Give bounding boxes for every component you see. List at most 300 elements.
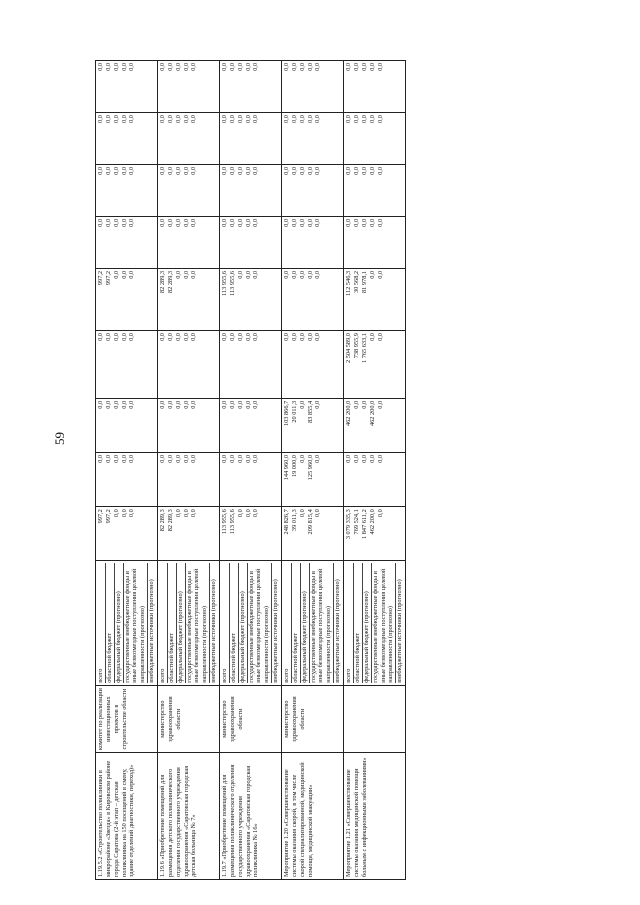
amount: 0,0 (166, 218, 174, 227)
amount: 0,0 (236, 333, 244, 341)
value-cell (220, 268, 282, 330)
value-cell (158, 507, 220, 561)
amount: 0,0 (97, 333, 104, 341)
value-cell (282, 113, 344, 165)
amount: 0,0 (376, 167, 384, 175)
funding-source: всего (221, 563, 230, 682)
amount: 0,0 (252, 115, 260, 123)
amount: 0,0 (120, 63, 128, 71)
amount: 0,0 (298, 218, 306, 227)
executor: министерство здравоохранения области (282, 685, 344, 753)
amount: 0,0 (298, 400, 306, 409)
amount: 0,0 (228, 63, 236, 71)
amount: 0,0 (182, 167, 190, 175)
amount: 0,0 (104, 218, 112, 227)
amount: 2 504 589,0 (345, 333, 353, 363)
value-cell (344, 507, 406, 561)
amount: 0,0 (314, 218, 322, 227)
rotated-budget-table (95, 60, 600, 880)
amount: 0,0 (112, 63, 120, 71)
table-row (158, 61, 220, 880)
funding-sources (96, 561, 158, 685)
value-cell (158, 331, 220, 399)
amount: 0,0 (376, 115, 384, 123)
funding-source: областной бюджет (168, 563, 177, 682)
amount: 0,0 (174, 509, 182, 518)
value-cell (158, 61, 220, 113)
funding-source: внебюджетные источники (прогнозно) (272, 579, 280, 683)
amount: 0,0 (182, 400, 190, 409)
funding-source: всего (345, 563, 354, 682)
amount: 0,0 (236, 455, 244, 463)
amount: 0,0 (352, 455, 360, 463)
amount: 0,0 (368, 455, 376, 463)
value-cell (344, 61, 406, 113)
amount: 0,0 (97, 218, 104, 227)
activity-name: 1.19.7 «Приобретение помещений для размещения поликлинического отделения государственного учреждения здравоохранения «Саратовская городская поликлиника № 16» (220, 753, 282, 880)
value-cell (344, 398, 406, 452)
amount: 0,0 (298, 270, 306, 279)
amount: 0,0 (228, 167, 236, 175)
amount: 0,0 (345, 115, 353, 123)
amount: 0,0 (97, 115, 104, 123)
activity-name: Мероприятие 1.21 «Совершенствование системы оказания медицинской помощи больным с инфекционными заболеваниями» (344, 753, 406, 880)
amount: 0,0 (314, 63, 322, 71)
amount: 0,0 (244, 270, 252, 279)
amount: 112 546,3 (345, 270, 353, 296)
amount: 0,0 (166, 63, 174, 71)
amount: 0,0 (97, 400, 104, 409)
amount: 0,0 (314, 333, 322, 341)
amount: 462 200,0 (368, 400, 376, 426)
amount: 0,0 (97, 167, 104, 175)
amount: 0,0 (182, 115, 190, 123)
amount: 209 815,4 (306, 509, 314, 535)
amount: 0,0 (128, 509, 136, 518)
amount: 0,0 (190, 400, 198, 409)
amount: 0,0 (190, 333, 198, 341)
amount: 0,0 (112, 455, 120, 463)
amount: 0,0 (112, 509, 120, 518)
value-cell (96, 453, 158, 507)
value-cell (220, 398, 282, 452)
funding-source: внебюджетные источники (прогнозно) (334, 579, 342, 683)
amount: 0,0 (104, 333, 112, 341)
amount: 0,0 (166, 455, 174, 463)
amount: 0,0 (298, 455, 306, 463)
amount: 0,0 (376, 63, 384, 71)
amount: 0,0 (174, 167, 182, 175)
amount: 0,0 (128, 115, 136, 123)
value-cell (282, 453, 344, 507)
amount: 0,0 (221, 167, 229, 175)
amount: 0,0 (252, 63, 260, 71)
value-cell (96, 398, 158, 452)
funding-source: внебюджетные источники (прогнозно) (396, 579, 404, 683)
funding-source: внебюджетные источники (прогнозно) (148, 579, 156, 683)
amount: 462 200,0 (345, 400, 353, 426)
funding-sources (220, 561, 282, 685)
amount: 0,0 (368, 115, 376, 123)
amount: 738 955,9 (352, 333, 360, 359)
amount: 0,0 (190, 167, 198, 175)
amount: 81 978,1 (360, 270, 368, 293)
amount: 0,0 (244, 167, 252, 175)
amount: 0,0 (360, 63, 368, 71)
amount: 82 289,3 (166, 509, 174, 532)
value-cell (158, 216, 220, 268)
amount: 0,0 (182, 333, 190, 341)
amount: 0,0 (376, 333, 384, 341)
amount: 0,0 (314, 115, 322, 123)
amount: 0,0 (120, 270, 128, 279)
amount: 0,0 (283, 63, 291, 71)
amount: 0,0 (159, 333, 167, 341)
amount: 0,0 (174, 115, 182, 123)
value-cell (96, 61, 158, 113)
amount: 0,0 (283, 167, 291, 175)
funding-sources (282, 561, 344, 685)
amount: 462 200,0 (368, 509, 376, 535)
amount: 0,0 (228, 115, 236, 123)
amount: 0,0 (236, 167, 244, 175)
amount: 0,0 (174, 455, 182, 463)
amount: 0,0 (290, 167, 298, 175)
value-cell (96, 165, 158, 217)
amount: 0,0 (104, 400, 112, 409)
amount: 0,0 (252, 218, 260, 227)
funding-source: государственные внебюджетные фонды и иные безвозмездные поступления целевой направленности (прогнозно) (186, 563, 211, 682)
value-cell (344, 216, 406, 268)
funding-source: областной бюджет (106, 563, 115, 682)
amount: 0,0 (174, 218, 182, 227)
amount: 0,0 (306, 167, 314, 175)
value-cell (282, 165, 344, 217)
amount: 0,0 (120, 218, 128, 227)
amount: 20 011,3 (290, 400, 298, 423)
amount: 0,0 (97, 455, 104, 463)
amount: 0,0 (290, 115, 298, 123)
amount: 0,0 (360, 115, 368, 123)
amount: 0,0 (314, 455, 322, 463)
amount: 0,0 (368, 270, 376, 279)
amount: 0,0 (104, 63, 112, 71)
amount: 113 955,6 (228, 270, 236, 296)
amount: 0,0 (97, 63, 104, 71)
amount: 0,0 (166, 333, 174, 341)
funding-source: государственные внебюджетные фонды и иные безвозмездные поступления целевой направленности (прогнозно) (372, 563, 397, 682)
amount: 0,0 (182, 455, 190, 463)
value-cell (220, 61, 282, 113)
amount: 997,2 (104, 509, 112, 524)
amount: 0,0 (298, 509, 306, 518)
amount: 0,0 (228, 455, 236, 463)
amount: 0,0 (244, 509, 252, 518)
amount: 0,0 (360, 218, 368, 227)
executor (344, 685, 406, 753)
amount: 0,0 (368, 167, 376, 175)
value-cell (96, 331, 158, 399)
amount: 0,0 (166, 115, 174, 123)
amount: 0,0 (298, 333, 306, 341)
amount: 0,0 (128, 333, 136, 341)
funding-sources (344, 561, 406, 685)
amount: 0,0 (112, 218, 120, 227)
amount: 30 568,2 (352, 270, 360, 293)
amount: 0,0 (306, 115, 314, 123)
table-row (282, 61, 344, 880)
amount: 997,2 (97, 509, 104, 524)
amount: 0,0 (174, 270, 182, 279)
amount: 0,0 (236, 218, 244, 227)
amount: 0,0 (120, 115, 128, 123)
amount: 103 866,7 (283, 400, 291, 426)
amount: 82 289,3 (159, 270, 167, 293)
value-cell (220, 113, 282, 165)
amount: 0,0 (352, 63, 360, 71)
amount: 0,0 (190, 115, 198, 123)
amount: 0,0 (368, 218, 376, 227)
amount: 82 289,3 (166, 270, 174, 293)
value-cell (282, 331, 344, 399)
amount: 0,0 (360, 167, 368, 175)
funding-source: областной бюджет (354, 563, 363, 682)
funding-source: федеральный бюджет (прогнозно) (177, 563, 186, 682)
amount: 0,0 (345, 167, 353, 175)
amount: 0,0 (244, 218, 252, 227)
amount: 0,0 (283, 270, 291, 279)
amount: 0,0 (236, 400, 244, 409)
executor: министерство здравоохранения области (220, 685, 282, 753)
amount: 0,0 (352, 167, 360, 175)
activity-name: Мероприятие 1.20 «Совершенствование системы оказания скорой, в том числе скорой специализированной, медицинской помощи, медицинской эвакуации» (282, 753, 344, 880)
amount: 0,0 (221, 115, 229, 123)
amount: 113 955,6 (221, 509, 229, 535)
amount: 0,0 (376, 270, 384, 279)
amount: 0,0 (182, 509, 190, 518)
amount: 0,0 (159, 115, 167, 123)
table-row (344, 61, 406, 880)
amount: 248 826,7 (283, 509, 291, 535)
funding-source: государственные внебюджетные фонды и иные безвозмездные поступления целевой направленности (прогнозно) (310, 563, 335, 682)
table-row (220, 61, 282, 880)
amount: 0,0 (174, 63, 182, 71)
funding-sources (158, 561, 220, 685)
amount: 0,0 (236, 63, 244, 71)
amount: 0,0 (166, 400, 174, 409)
amount: 0,0 (190, 218, 198, 227)
amount: 0,0 (236, 115, 244, 123)
amount: 0,0 (112, 167, 120, 175)
funding-source: федеральный бюджет (прогнозно) (363, 563, 372, 682)
amount: 0,0 (252, 509, 260, 518)
value-cell (344, 165, 406, 217)
amount: 0,0 (352, 218, 360, 227)
funding-source: областной бюджет (230, 563, 239, 682)
amount: 0,0 (159, 455, 167, 463)
amount: 0,0 (236, 270, 244, 279)
amount: 0,0 (182, 63, 190, 71)
amount: 0,0 (228, 333, 236, 341)
value-cell (282, 61, 344, 113)
amount: 0,0 (244, 115, 252, 123)
funding-source: внебюджетные источники (прогнозно) (210, 579, 218, 683)
amount: 0,0 (345, 218, 353, 227)
amount: 0,0 (376, 509, 384, 518)
funding-source: федеральный бюджет (прогнозно) (239, 563, 248, 682)
amount: 0,0 (112, 270, 120, 279)
amount: 0,0 (283, 115, 291, 123)
amount: 0,0 (252, 400, 260, 409)
amount: 769 524,1 (352, 509, 360, 535)
funding-source: областной бюджет (292, 563, 301, 682)
amount: 0,0 (252, 333, 260, 341)
amount: 0,0 (244, 400, 252, 409)
amount: 0,0 (128, 167, 136, 175)
amount: 0,0 (244, 333, 252, 341)
amount: 0,0 (120, 400, 128, 409)
amount: 0,0 (244, 63, 252, 71)
activity-name: 1.19.5.2 «Строительство поликлиники в микрорайоне «Звезда» в Кировском районе города Саратова (2-й этап – детская поликлиника на 150 посещений в смену, здание отделений диагностики, переход)» (96, 753, 158, 880)
executor: комитет по реализации инвестиционных проектов в строительстве области (96, 685, 158, 753)
value-cell (344, 268, 406, 330)
amount: 0,0 (290, 63, 298, 71)
amount: 0,0 (290, 218, 298, 227)
amount: 0,0 (128, 63, 136, 71)
value-cell (220, 216, 282, 268)
amount: 0,0 (221, 218, 229, 227)
amount: 0,0 (128, 218, 136, 227)
amount: 0,0 (298, 115, 306, 123)
funding-source: государственные внебюджетные фонды и иные безвозмездные поступления целевой направленности (прогнозно) (248, 563, 273, 682)
value-cell (282, 398, 344, 452)
amount: 0,0 (228, 400, 236, 409)
amount: 3 079 335,3 (345, 509, 353, 540)
value-cell (158, 268, 220, 330)
amount: 0,0 (368, 333, 376, 341)
amount: 0,0 (112, 400, 120, 409)
amount: 0,0 (112, 115, 120, 123)
amount: 0,0 (298, 167, 306, 175)
amount: 0,0 (306, 270, 314, 279)
value-cell (220, 453, 282, 507)
value-cell (282, 268, 344, 330)
amount: 0,0 (345, 63, 353, 71)
amount: 0,0 (228, 218, 236, 227)
amount: 0,0 (290, 270, 298, 279)
amount: 0,0 (236, 509, 244, 518)
amount: 0,0 (244, 455, 252, 463)
amount: 0,0 (182, 270, 190, 279)
amount: 0,0 (314, 167, 322, 175)
value-cell (96, 113, 158, 165)
amount: 0,0 (221, 455, 229, 463)
value-cell (96, 507, 158, 561)
amount: 0,0 (290, 333, 298, 341)
amount: 0,0 (368, 63, 376, 71)
amount: 0,0 (128, 455, 136, 463)
amount: 0,0 (128, 270, 136, 279)
amount: 0,0 (221, 400, 229, 409)
amount: 0,0 (174, 400, 182, 409)
amount: 0,0 (120, 333, 128, 341)
value-cell (158, 165, 220, 217)
amount: 0,0 (360, 400, 368, 409)
amount: 0,0 (283, 218, 291, 227)
amount: 0,0 (190, 455, 198, 463)
amount: 0,0 (376, 218, 384, 227)
value-cell (220, 165, 282, 217)
executor: министерство здравоохранения области (158, 685, 220, 753)
budget-table (95, 60, 406, 880)
amount: 0,0 (352, 115, 360, 123)
amount: 113 955,6 (228, 509, 236, 535)
amount: 0,0 (159, 167, 167, 175)
value-cell (220, 507, 282, 561)
amount: 0,0 (252, 167, 260, 175)
amount: 0,0 (283, 333, 291, 341)
amount: 1 847 611,2 (360, 509, 368, 539)
amount: 0,0 (352, 400, 360, 409)
amount: 0,0 (314, 400, 322, 409)
amount: 0,0 (104, 167, 112, 175)
funding-source: государственные внебюджетные фонды и иные безвозмездные поступления целевой направленности (прогнозно) (124, 563, 149, 682)
amount: 0,0 (360, 455, 368, 463)
funding-source: всего (97, 563, 106, 682)
amount: 0,0 (166, 167, 174, 175)
amount: 0,0 (159, 400, 167, 409)
amount: 0,0 (298, 63, 306, 71)
amount: 0,0 (306, 218, 314, 227)
amount: 0,0 (190, 270, 198, 279)
amount: 0,0 (120, 455, 128, 463)
amount: 83 855,4 (306, 400, 314, 423)
amount: 0,0 (221, 63, 229, 71)
value-cell (158, 398, 220, 452)
amount: 125 960,0 (306, 455, 314, 481)
amount: 0,0 (252, 455, 260, 463)
table-row (96, 61, 158, 880)
amount: 144 960,0 (283, 455, 291, 481)
value-cell (158, 113, 220, 165)
value-cell (96, 268, 158, 330)
value-cell (344, 331, 406, 399)
amount: 0,0 (112, 333, 120, 341)
value-cell (282, 216, 344, 268)
amount: 0,0 (128, 400, 136, 409)
amount: 39 011,3 (290, 509, 298, 532)
amount: 0,0 (120, 509, 128, 518)
amount: 0,0 (104, 115, 112, 123)
amount: 113 955,6 (221, 270, 229, 296)
amount: 0,0 (104, 455, 112, 463)
activity-name: 1.19.6 «Приобретение помещений для размещения детского поликлинического отделения государственного учреждения здравоохранения «Саратовская городская детская больница № 7» (158, 753, 220, 880)
funding-source: всего (283, 563, 292, 682)
amount: 0,0 (376, 455, 384, 463)
amount: 0,0 (174, 333, 182, 341)
amount: 0,0 (306, 63, 314, 71)
amount: 997,2 (97, 270, 104, 286)
amount: 0,0 (306, 333, 314, 341)
amount: 0,0 (314, 270, 322, 279)
amount: 1 765 633,1 (360, 333, 368, 363)
value-cell (344, 453, 406, 507)
funding-source: федеральный бюджет (прогнозно) (301, 563, 310, 682)
funding-source: всего (159, 563, 168, 682)
amount: 0,0 (314, 509, 322, 518)
amount: 0,0 (345, 455, 353, 463)
value-cell (282, 507, 344, 561)
